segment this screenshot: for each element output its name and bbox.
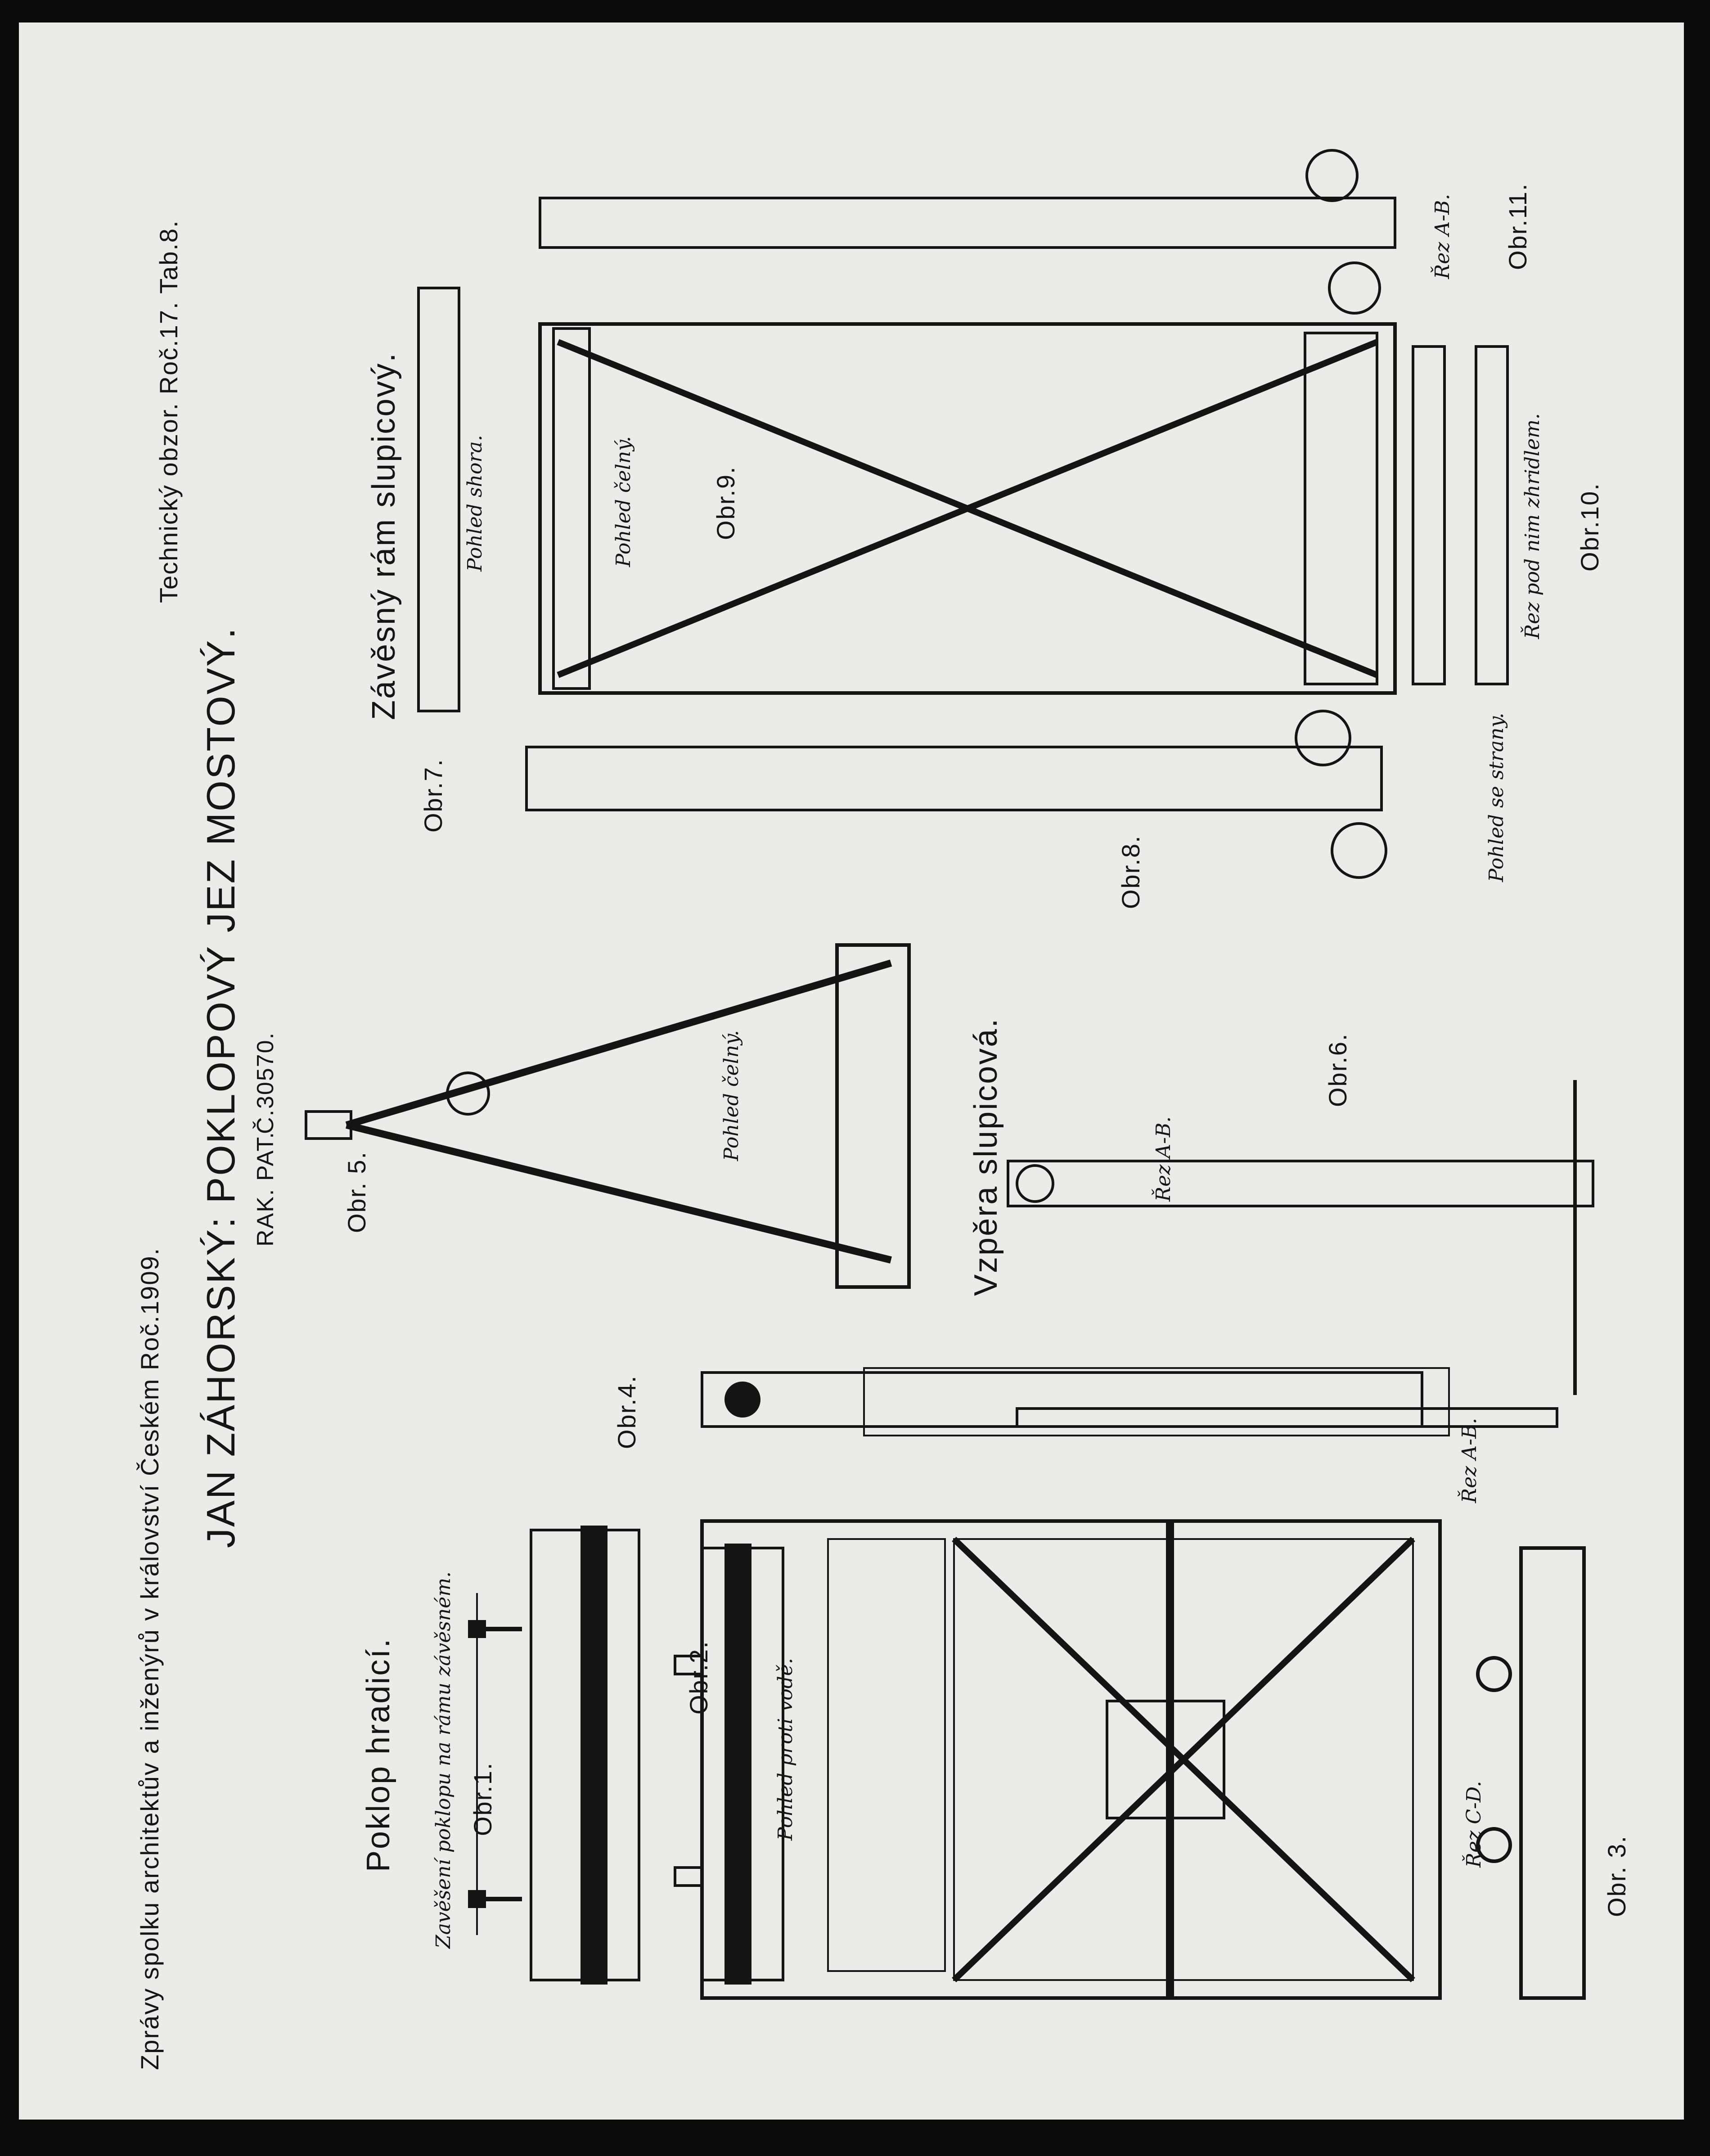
obr11-drawing [540, 150, 1395, 313]
figure-obr5: Obr. 5. [342, 1151, 371, 1233]
reference-header: Technický obzor. Roč.17. Tab.8. [154, 220, 183, 603]
label-pohled-shora: Pohled shora. [464, 435, 486, 572]
label-rez-ab-obr4: Řez A-B. [1458, 1418, 1481, 1503]
obr6-drawing [1008, 1080, 1593, 1427]
patent-number: Č.30570. [252, 1031, 279, 1134]
patent-prefix: RAK. PAT. [252, 1131, 279, 1247]
figure-obr2: Obr.2. [684, 1640, 713, 1715]
section-poklop: Poklop hradicí. [360, 1637, 396, 1872]
plate-title: JAN ZÁHORSKÝ: POKLOPOVÝ JEZ MOSTOVÝ. [198, 626, 243, 1548]
label-pohled-proti-vode: Pohled proti vodě. [774, 1658, 797, 1841]
label-rez-ab-obr11: Řez A-B. [1431, 194, 1454, 279]
figure-obr9: Obr.9. [711, 466, 740, 540]
figure-obr10: Obr.10. [1575, 482, 1604, 572]
figure-obr1: Obr.1. [468, 1762, 497, 1836]
figure-obr8: Obr.8. [1116, 835, 1145, 909]
obr1-drawing [468, 1526, 639, 1985]
figure-obr7: Obr.7. [419, 758, 447, 833]
section-zavesny: Závěsný rám slupicový. [366, 351, 402, 720]
figure-obr6: Obr.6. [1323, 1033, 1352, 1107]
label-rez-cd: Řez C-D. [1462, 1781, 1485, 1868]
obr3-drawing [702, 1521, 1584, 1998]
label-pohled-ze-strany: Pohled se strany. [1485, 712, 1508, 882]
obr5-drawing [306, 945, 909, 1287]
label-zaveseni: Zavěšení poklopu na rámu závěsném. [432, 1571, 455, 1949]
journal-header: Zprávy spolku architektův a inženýrů v království Českém Roč.1909. [135, 1247, 164, 2070]
label-rez-ab-obr6: Řez A-B. [1152, 1116, 1175, 1202]
label-pohled-celny-obr5: Pohled čelný. [720, 1030, 743, 1161]
section-vzpera: Vzpěra slupicová. [968, 1017, 1004, 1296]
obr7-drawing [418, 288, 459, 711]
figure-obr3: Obr. 3. [1602, 1835, 1631, 1917]
figure-obr4: Obr.4. [612, 1375, 641, 1449]
label-rez-podnim-zhridlem: Řez pod nim zhridlem. [1521, 413, 1544, 639]
label-pohled-celny-obr9: Pohled čelný. [612, 436, 635, 567]
obr2-drawing [675, 1544, 783, 1985]
obr9-drawing [540, 324, 1395, 693]
obr10-drawing [1413, 347, 1508, 684]
figure-obr11: Obr.11. [1503, 183, 1532, 270]
obr8-drawing [526, 711, 1386, 878]
